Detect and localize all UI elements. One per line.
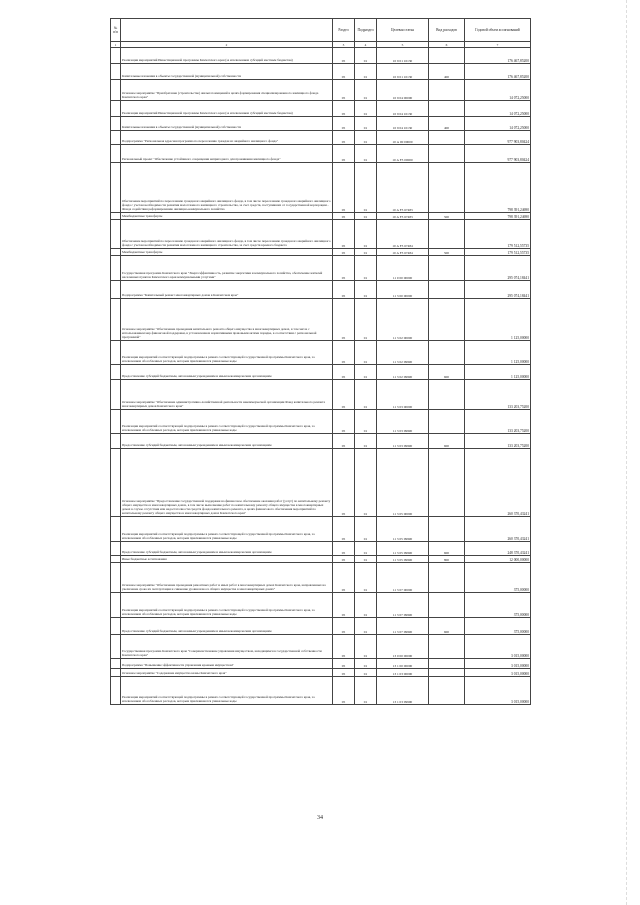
row-podrazdel-cell: 01 [355,563,377,593]
row-name-cell: Обеспечение мероприятий по переселению граждан из аварийного жилищного фонда, в том числе переселению граждан из аварийного жилищного фонда с учетом необходимости развития малоэтажного жилищного строительства, за счет средств, поступивших от государственной корпорации - Фонда содействия реформированию жилищно-коммунального хозяйства [121,163,333,213]
row-target-article-cell: 10 А F3 00000 [377,145,429,163]
row-expense-type-cell: 600 [429,542,465,556]
row-amount-cell: 798 391,24690 [465,213,531,220]
table-row [111,449,531,517]
row-amount-cell: 14 072,25000 [465,80,531,101]
row-amount-cell: 176 467,85200 [465,48,531,64]
table-row [111,669,531,677]
row-razdel-cell: 05 [333,517,355,542]
row-name-cell: Реализация мероприятий соответствующей подпрограммы в рамках соответствующей государственной программы Камчатского края, за исключением обособленных расходов, которым присваиваются уникальные коды [121,677,333,705]
row-podrazdel-cell: 01 [355,145,377,163]
row-razdel-cell: 05 [333,64,355,80]
table-row [111,249,531,256]
row-razdel-cell: 05 [333,117,355,131]
margin-guide [626,0,627,905]
table-row [111,563,531,593]
row-expense-type-cell [429,299,465,341]
row-name-cell: Предоставление субсидий бюджетным, автономным учреждениям и иным некоммерческим организациям [121,365,333,380]
row-number-cell [111,213,121,220]
row-podrazdel-cell: 01 [355,281,377,299]
row-expense-type-cell [429,449,465,517]
table-row [111,299,531,341]
row-podrazdel-cell: 01 [355,635,377,659]
row-number-cell [111,635,121,659]
row-podrazdel-cell: 01 [355,618,377,635]
row-number-cell [111,145,121,163]
row-podrazdel-cell: 01 [355,80,377,101]
row-target-article-cell: 10 А 00 00000 [377,131,429,145]
row-expense-type-cell [429,380,465,410]
row-target-article-cell: 11 3 05 00000 [377,449,429,517]
row-amount-cell: 977 903,80424 [465,131,531,145]
row-amount-cell: 3 015,00000 [465,677,531,705]
table-row [111,117,531,131]
row-number-cell [111,593,121,618]
row-amount-cell: 375,00000 [465,593,531,618]
row-podrazdel-cell: 01 [355,220,377,249]
budget-table [110,18,531,705]
row-target-article-cell: 10 А F3 67484 [377,220,429,249]
row-target-article-cell: 10 9 04 00000 [377,80,429,101]
row-target-article-cell: 11 3 05 09990 [377,542,429,556]
row-amount-cell: 133 203,75200 [465,434,531,449]
row-number-cell [111,220,121,249]
row-amount-cell: 977 903,80424 [465,145,531,163]
row-target-article-cell: 10 9 04 10130 [377,117,429,131]
row-razdel-cell: 05 [333,380,355,410]
table-row [111,256,531,281]
row-podrazdel-cell: 01 [355,163,377,213]
row-name-cell: Основное мероприятие "Предоставление государственной поддержки на финансовое обеспечение оказания работ (услуг) по капитальному ремонту общего имущества в многоквартирных домах, в том числе выполнение работ по капитальному ремонту общего имущества в многоквартирных домах в случае отсутствия или недостаточности средств фонда капитального ремонта, в целях финансового обеспечения мероприятий по капитальному ремонту общего имущества в многоквартирных домах Камчатского края" [121,449,333,517]
table-row [111,556,531,563]
row-amount-cell: 248 370,43241 [465,542,531,556]
row-razdel-cell: 05 [333,281,355,299]
column-index: 6 [429,42,465,48]
row-target-article-cell: 11 3 07 09990 [377,593,429,618]
row-name-cell: Капитальные вложения в объекты государственной (муниципальной) собственности [121,64,333,80]
row-name-cell: Подпрограмма "Региональная адресная программа по переселению граждан из аварийного жилищного фонда" [121,131,333,145]
column-index: 7 [465,42,531,48]
row-expense-type-cell [429,677,465,705]
row-amount-cell: 1 125,00000 [465,341,531,365]
row-number-cell [111,163,121,213]
table-row [111,80,531,101]
row-amount-cell: 179 512,55735 [465,249,531,256]
row-podrazdel-cell: 01 [355,101,377,117]
row-name-cell: Реализация мероприятий соответствующей подпрограммы в рамках соответствующей государственной программы Камчатского края, за исключением обособленных расходов, которым присваиваются уникальные коды [121,341,333,365]
row-number-cell [111,556,121,563]
row-podrazdel-cell: 01 [355,64,377,80]
row-number-cell [111,117,121,131]
row-name-cell: Обеспечение мероприятий по переселению граждан из аварийного жилищного фонда, в том числе переселению граждан из аварийного жилищного фонда с учетом необходимости развития малоэтажного жилищного строительства, за счет средств краевого бюджета [121,220,333,249]
row-razdel-cell: 05 [333,434,355,449]
row-amount-cell: 3 015,00000 [465,659,531,669]
row-name-cell: Подпрограмма "Повышение эффективности управления краевым имуществом" [121,659,333,669]
row-amount-cell: 295 074,18441 [465,256,531,281]
table-row [111,163,531,213]
row-podrazdel-cell: 01 [355,131,377,145]
table-row [111,434,531,449]
row-name-cell: Межбюджетные трансферты [121,249,333,256]
row-podrazdel-cell: 01 [355,341,377,365]
header-razdel: Раздел [333,19,355,42]
row-number-cell [111,563,121,593]
column-index: 2 [121,42,333,48]
row-target-article-cell: 11 3 05 09990 [377,517,429,542]
row-razdel-cell: 05 [333,80,355,101]
row-name-cell: Предоставление субсидий бюджетным, автономным учреждениям и иным некоммерческим организациям [121,542,333,556]
row-amount-cell: 14 072,25000 [465,101,531,117]
row-target-article-cell: 11 3 02 09990 [377,341,429,365]
table-row [111,380,531,410]
row-razdel-cell: 05 [333,101,355,117]
row-razdel-cell: 05 [333,131,355,145]
row-target-article-cell: 11 0 00 00000 [377,256,429,281]
row-number-cell [111,341,121,365]
row-name-cell: Предоставление субсидий бюджетным, автономным учреждениям и иным некоммерческим организациям [121,618,333,635]
row-expense-type-cell [429,341,465,365]
row-target-article-cell: 10 А F3 67483 [377,213,429,220]
column-index: 5 [377,42,429,48]
column-index: 4 [355,42,377,48]
row-expense-type-cell [429,635,465,659]
row-razdel-cell: 05 [333,659,355,669]
row-podrazdel-cell: 01 [355,249,377,256]
row-name-cell: Иные бюджетные ассигнования [121,556,333,563]
header-annual-amount: Годовой объем ассигнований [465,19,531,42]
row-number-cell [111,64,121,80]
row-podrazdel-cell: 01 [355,365,377,380]
row-razdel-cell: 05 [333,563,355,593]
row-amount-cell: 375,00000 [465,563,531,593]
row-number-cell [111,517,121,542]
row-number-cell [111,434,121,449]
table-row [111,542,531,556]
row-expense-type-cell [429,48,465,64]
row-name-cell: Государственная программа Камчатского края "Энергоэффективность, развитие энергетики и коммунального хозяйства, обеспечение жителей населенных пунктов Камчатского края коммунальными услугами" [121,256,333,281]
row-podrazdel-cell: 01 [355,256,377,281]
row-razdel-cell: 05 [333,213,355,220]
row-amount-cell: 1 125,00000 [465,299,531,341]
table-row [111,281,531,299]
row-podrazdel-cell: 01 [355,517,377,542]
row-razdel-cell: 05 [333,635,355,659]
row-razdel-cell: 05 [333,163,355,213]
row-razdel-cell: 05 [333,299,355,341]
row-name-cell: Региональный проект "Обеспечение устойчивого сокращения непригодного для проживания жилищного фонда" [121,145,333,163]
row-expense-type-cell: 500 [429,213,465,220]
row-expense-type-cell: 400 [429,64,465,80]
row-number-cell [111,256,121,281]
header-row [111,19,531,42]
row-expense-type-cell [429,163,465,213]
row-target-article-cell: 10 А F3 67483 [377,163,429,213]
row-expense-type-cell [429,80,465,101]
row-expense-type-cell: 800 [429,556,465,563]
row-razdel-cell: 05 [333,542,355,556]
row-name-cell: Межбюджетные трансферты [121,213,333,220]
row-razdel-cell: 05 [333,669,355,677]
row-razdel-cell: 05 [333,556,355,563]
row-number-cell [111,542,121,556]
row-target-article-cell: 13 1 03 09990 [377,677,429,705]
row-number-cell [111,659,121,669]
row-expense-type-cell [429,145,465,163]
row-podrazdel-cell: 01 [355,593,377,618]
row-razdel-cell: 05 [333,593,355,618]
row-podrazdel-cell: 01 [355,48,377,64]
row-amount-cell: 798 391,24690 [465,163,531,213]
row-name-cell: Реализация мероприятий Инвестиционной программы Камчатского края (за исключением субсидий местным бюджетам) [121,101,333,117]
row-razdel-cell: 05 [333,48,355,64]
row-expense-type-cell [429,593,465,618]
row-number-cell [111,101,121,117]
row-razdel-cell: 05 [333,145,355,163]
row-expense-type-cell: 600 [429,365,465,380]
row-amount-cell: 176 467,85200 [465,64,531,80]
row-name-cell: Капитальные вложения в объекты государственной (муниципальной) собственности [121,117,333,131]
column-index: 1 [111,42,121,48]
page-number: 34 [317,815,323,821]
row-expense-type-cell: 600 [429,434,465,449]
row-number-cell [111,669,121,677]
row-razdel-cell: 05 [333,341,355,365]
row-expense-type-cell [429,101,465,117]
table-row [111,64,531,80]
row-razdel-cell: 05 [333,677,355,705]
row-target-article-cell: 10 А F3 67484 [377,249,429,256]
table-row [111,659,531,669]
row-expense-type-cell [429,659,465,669]
row-amount-cell: 260 370,43241 [465,517,531,542]
row-number-cell [111,299,121,341]
row-amount-cell: 12 000,00000 [465,556,531,563]
row-amount-cell: 133 203,75200 [465,410,531,434]
row-amount-cell: 3 015,00000 [465,635,531,659]
table-row [111,593,531,618]
row-expense-type-cell [429,256,465,281]
row-razdel-cell: 05 [333,249,355,256]
row-podrazdel-cell: 01 [355,677,377,705]
row-target-article-cell: 13 1 03 00000 [377,669,429,677]
row-expense-type-cell [429,281,465,299]
row-expense-type-cell [429,410,465,434]
row-expense-type-cell: 400 [429,117,465,131]
row-target-article-cell: 10 9 04 10130 [377,101,429,117]
row-podrazdel-cell: 01 [355,659,377,669]
row-razdel-cell: 05 [333,410,355,434]
row-podrazdel-cell: 01 [355,299,377,341]
row-name-cell: Реализация мероприятий соответствующей подпрограммы в рамках соответствующей государственной программы Камчатского края, за исключением обособленных расходов, которым присваиваются уникальные коды [121,517,333,542]
row-podrazdel-cell: 01 [355,380,377,410]
row-number-cell [111,48,121,64]
row-target-article-cell: 11 3 00 00000 [377,281,429,299]
row-number-cell [111,365,121,380]
row-podrazdel-cell: 01 [355,410,377,434]
row-number-cell [111,281,121,299]
row-target-article-cell: 10 9 01 10130 [377,64,429,80]
table-row [111,517,531,542]
row-expense-type-cell [429,517,465,542]
row-razdel-cell: 05 [333,256,355,281]
row-expense-type-cell [429,669,465,677]
row-amount-cell: 14 072,25000 [465,117,531,131]
table-row [111,618,531,635]
row-name-cell: Реализация мероприятий Инвестиционной программы Камчатского края (за исключением субсидий местным бюджетам) [121,48,333,64]
row-target-article-cell: 11 3 02 00000 [377,299,429,341]
row-number-cell [111,410,121,434]
row-expense-type-cell [429,563,465,593]
header-target-article: Целевая статья [377,19,429,42]
table-row [111,48,531,64]
row-razdel-cell: 05 [333,449,355,517]
header-expense-type: Вид расходов [429,19,465,42]
row-amount-cell: 375,00000 [465,618,531,635]
table-row [111,635,531,659]
table-row [111,341,531,365]
row-name-cell: Предоставление субсидий бюджетным, автономным учреждениям и иным некоммерческим организациям [121,434,333,449]
table-row [111,145,531,163]
table-row [111,410,531,434]
header-podrazdel: Подраздел [355,19,377,42]
row-target-article-cell: 13 1 00 00000 [377,659,429,669]
row-target-article-cell: 11 3 03 09990 [377,434,429,449]
row-name-cell: Реализация мероприятий соответствующей подпрограммы в рамках соответствующей государственной программы Камчатского края, за исключением обособленных расходов, которым присваиваются уникальные коды [121,410,333,434]
row-name-cell: Основное мероприятие "Обеспечение административно-хозяйственной деятельности некоммерческой организации Фонд капитального ремонта многоквартирных домов Камчатского края" [121,380,333,410]
row-target-article-cell: 10 9 01 10130 [377,48,429,64]
row-amount-cell: 260 370,43241 [465,449,531,517]
row-name-cell: Основное мероприятие "Приобретение (строительство) жилых помещений в целях формирования специализированного жилищного фонда Камчатского края" [121,80,333,101]
row-number-cell [111,449,121,517]
row-podrazdel-cell: 01 [355,434,377,449]
header-number: № п/п [111,19,121,42]
row-number-cell [111,618,121,635]
row-number-cell [111,380,121,410]
row-name-cell: Подпрограмма "Капитальный ремонт многоквартирных домов в Камчатском крае" [121,281,333,299]
header-name [121,19,333,42]
row-expense-type-cell [429,131,465,145]
row-target-article-cell: 11 3 07 00000 [377,563,429,593]
row-amount-cell: 3 015,00000 [465,669,531,677]
table-row [111,220,531,249]
row-podrazdel-cell: 01 [355,213,377,220]
row-target-article-cell: 11 3 03 09990 [377,410,429,434]
row-amount-cell: 1 125,00000 [465,365,531,380]
row-target-article-cell: 11 3 03 00000 [377,380,429,410]
row-expense-type-cell: 500 [429,249,465,256]
row-target-article-cell: 11 3 05 09990 [377,556,429,563]
document-sheet [110,18,530,705]
row-name-cell: Основное мероприятие "Обеспечение проведения капитального ремонта общего имущества в многоквартирных домах, в том числе с использованием мер финансовой поддержки, в установленном нормативными правовыми актами порядке, в соответствии с региональной программой" [121,299,333,341]
row-number-cell [111,249,121,256]
row-podrazdel-cell: 01 [355,449,377,517]
row-number-cell [111,80,121,101]
row-name-cell: Основное мероприятие "Обеспечение проведения ремонтных работ и иных работ в многоквартирных домах Камчатского края, направленных на увеличение срока их эксплуатации и снижение уровня износа общего имущества в многоквартирных домах" [121,563,333,593]
row-amount-cell: 295 074,18441 [465,281,531,299]
row-razdel-cell: 05 [333,618,355,635]
row-podrazdel-cell: 01 [355,556,377,563]
row-razdel-cell: 05 [333,220,355,249]
row-razdel-cell: 05 [333,365,355,380]
row-target-article-cell: 13 0 00 00000 [377,635,429,659]
row-expense-type-cell: 600 [429,618,465,635]
row-expense-type-cell [429,220,465,249]
table-row [111,101,531,117]
row-name-cell: Основное мероприятие "Содержание имущества казны Камчатского края" [121,669,333,677]
table-row [111,677,531,705]
column-index: 3 [333,42,355,48]
row-podrazdel-cell: 01 [355,117,377,131]
table-row [111,365,531,380]
row-number-cell [111,131,121,145]
table-row [111,131,531,145]
row-name-cell: Государственная программа Камчатского края "Совершенствование управления имуществом, находящимся в государственной собственности Камчатского края" [121,635,333,659]
row-podrazdel-cell: 01 [355,542,377,556]
row-amount-cell: 179 512,55735 [465,220,531,249]
table-body [111,48,531,705]
row-target-article-cell: 11 3 02 09990 [377,365,429,380]
row-number-cell [111,677,121,705]
row-target-article-cell: 11 3 07 09990 [377,618,429,635]
row-podrazdel-cell: 01 [355,669,377,677]
table-row [111,213,531,220]
row-amount-cell: 133 203,75200 [465,380,531,410]
row-name-cell: Реализация мероприятий соответствующей подпрограммы в рамках соответствующей государственной программы Камчатского края, за исключением обособленных расходов, которым присваиваются уникальные коды [121,593,333,618]
